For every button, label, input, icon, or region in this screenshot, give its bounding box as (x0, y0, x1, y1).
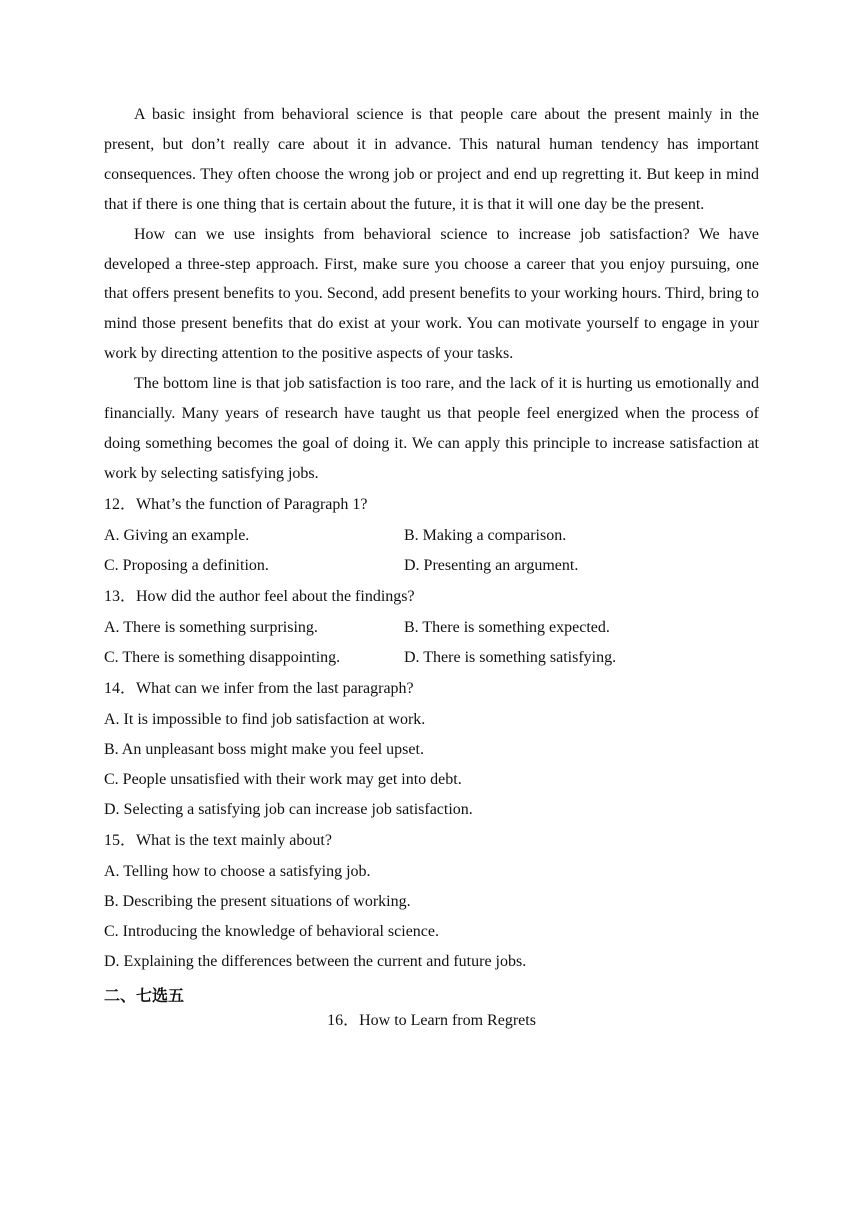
question-14-option-a: A. It is impossible to find job satisfaction at work. (104, 710, 426, 728)
question-15 (104, 825, 759, 977)
question-14-stem: 14．What can we infer from the last paragraph? (104, 679, 414, 697)
section-heading: 二、七选五 (104, 985, 185, 1005)
question-12-option-d: D. Presenting an argument. (404, 556, 579, 574)
paragraph-2: How can we use insights from behavioral science to increase job satisfaction? We have developed a three-step approach. First, make sure you choose a career that you enjoy pursuing, one that offers present benefits to you. Second, add present benefits to your working hours. Third, bring to mind those present benefits that do exist at your work. You can motivate yourself to engage in your work by directing attention to the positive aspects of your tasks. (104, 225, 759, 363)
question-12-option-a: A. Giving an example. (104, 526, 250, 544)
question-15-option-c: C. Introducing the knowledge of behavioral science. (104, 922, 439, 940)
paragraph-1: A basic insight from behavioral science is that people care about the present mainly in the present, but don’t really care about it in advance. This natural human tendency has important consequences. They often choose the wrong job or project and end up regretting it. But keep in mind that if there is one thing that is certain about the future, it is that it will one day be the present. (104, 106, 759, 213)
question-14 (104, 673, 759, 825)
paragraph-3: The bottom line is that job satisfaction is too rare, and the lack of it is hurting us emotionally and financially. Many years of research have taught us that people feel energized when the process of doing something becomes the goal of doing it. We can apply this principle to increase satisfaction at work by selecting satisfying jobs. (104, 375, 759, 482)
question-14-option-d: D. Selecting a satisfying job can increase job satisfaction. (104, 800, 473, 818)
question-15-option-d: D. Explaining the differences between the current and future jobs. (104, 952, 527, 970)
question-12-stem: 12．What’s the function of Paragraph 1? (104, 495, 368, 513)
question-13-option-c: C. There is something disappointing. (104, 648, 341, 666)
question-12 (104, 489, 759, 581)
question-12-option-b: B. Making a comparison. (404, 526, 567, 544)
document-content (104, 100, 759, 1033)
question-13-options-row-1 (104, 613, 759, 643)
question-15-option-b: B. Describing the present situations of working. (104, 892, 411, 910)
question-12-options-row-2 (104, 551, 759, 581)
question-14-option-b: B. An unpleasant boss might make you feel upset. (104, 740, 424, 758)
question-13-options-row-2 (104, 643, 759, 673)
question-13-stem: 13．How did the author feel about the findings? (104, 587, 415, 605)
passage-title: 16．How to Learn from Regrets (327, 1011, 536, 1029)
question-12-options-row-1 (104, 521, 759, 551)
question-13-option-b: B. There is something expected. (404, 618, 610, 636)
question-15-option-a: A. Telling how to choose a satisfying job. (104, 862, 371, 880)
question-12-option-c: C. Proposing a definition. (104, 556, 269, 574)
question-13-option-a: A. There is something surprising. (104, 618, 318, 636)
question-15-stem: 15．What is the text mainly about? (104, 831, 332, 849)
question-14-option-c: C. People unsatisfied with their work may get into debt. (104, 770, 462, 788)
question-13-option-d: D. There is something satisfying. (404, 648, 617, 666)
question-13 (104, 581, 759, 673)
